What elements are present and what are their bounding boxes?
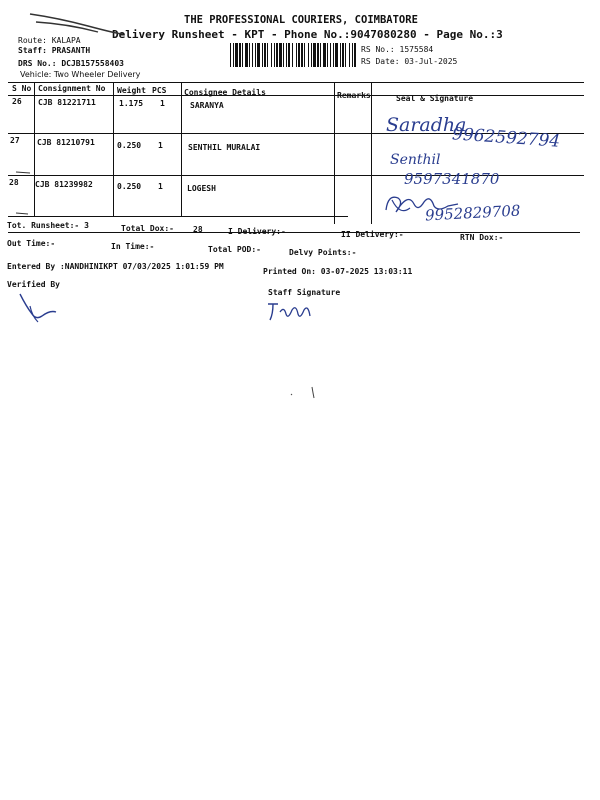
row-consignment: CJB 81210791 [37,138,95,147]
company-title: THE PROFESSIONAL COURIERS, COIMBATORE [184,14,418,26]
row-consignee: SENTHIL MURALAI [188,143,261,152]
rs-number: RS No.: 1575584 [361,45,434,54]
row-weight: 0.250 [117,182,142,191]
col-pcs: PCS [152,86,167,95]
total-pod: Total POD:- [208,245,261,254]
row-consignee: LOGESH [187,184,216,193]
delvy-points: Delvy Points:- [289,248,357,257]
handwritten-phone: 9962592794 [451,124,561,152]
runsheet-title: Delivery Runsheet - KPT - Phone No.:9047080280 - Page No.:3 [112,28,503,41]
row-consignment: CJB 81221711 [38,98,96,107]
pen-mark [14,210,34,218]
col-consignment: Consignment No [38,84,106,93]
in-time: In Time:- [111,242,155,251]
handwritten-phone: 9597341870 [404,170,500,188]
col-signature: Seal & Signature [396,94,474,103]
handwritten-signature: Senthil [390,152,441,168]
tot-runsheet: Tot. Runsheet:- 3 [7,221,89,230]
barcode [230,43,355,67]
route-label: Route: KALAPA [18,36,81,45]
staff-signature-label: Staff Signature [268,288,341,297]
row-pcs: 1 [160,99,165,108]
row-sno: 26 [12,97,22,106]
total-dox-label: Total Dox:- [121,224,174,233]
col-weight: Weight [117,86,146,95]
pen-mark [14,168,34,176]
row-weight: 1.175 [119,99,144,108]
entered-by: Entered By :NANDHINIKPT 07/03/2025 1:01:59 PM [7,262,224,271]
stray-mark [288,384,318,404]
staff-label: Staff: PRASANTH [18,46,91,55]
out-time: Out Time:- [7,239,56,248]
drs-number: DRS No.: DCJB157558403 [18,59,124,68]
ii-delivery: II Delivery:- [341,230,404,239]
handwritten-signature: Saradha [386,114,467,136]
rs-date: RS Date: 03-Jul-2025 [361,57,458,66]
verifier-signature [12,292,52,326]
printed-on: Printed On: 03-07-2025 13:03:11 [263,267,413,276]
total-dox-value: 28 [193,225,203,234]
col-sno: S No [12,84,32,93]
vehicle-label: Vehicle: Two Wheeler Delivery [20,70,141,79]
verified-by: Verified By [7,280,60,289]
pen-scribble [28,8,128,38]
handwritten-phone: 9952829708 [424,201,521,225]
row-pcs: 1 [158,182,163,191]
col-consignee: Consignee Details [184,88,266,97]
row-pcs: 1 [158,141,163,150]
i-delivery: I Delivery:- [228,227,286,236]
rtn-dox: RTN Dox:- [460,233,504,242]
row-sno: 28 [9,178,19,187]
row-consignee: SARANYA [190,101,224,110]
row-sno: 27 [10,136,20,145]
col-remarks: Remarks [337,91,371,100]
row-consignment: CJB 81239982 [35,180,93,189]
row-weight: 0.250 [117,141,142,150]
staff-signature [266,300,316,324]
